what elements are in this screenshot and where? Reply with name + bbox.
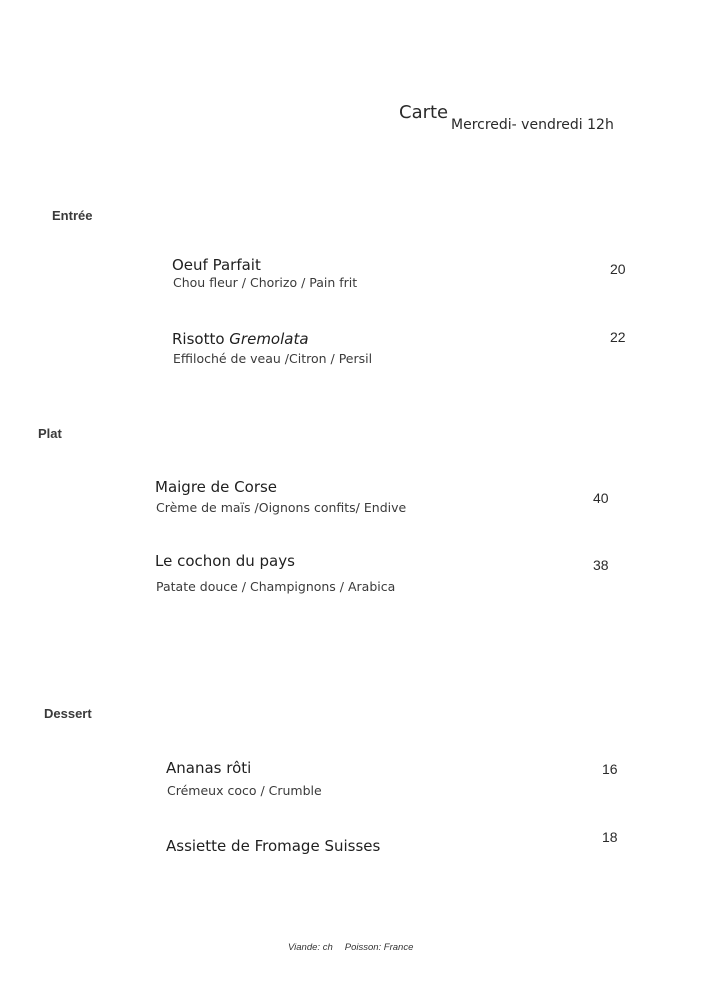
dish-name: Assiette de Fromage Suisses — [166, 837, 381, 855]
dish-price: 18 — [602, 829, 618, 845]
dish-price: 40 — [593, 490, 609, 506]
dish-description: Effiloché de veau /Citron / Persil — [173, 351, 373, 366]
dish-name-italic: Gremolata — [229, 330, 309, 348]
section-label-dessert: Dessert — [44, 706, 92, 721]
footer-fish-origin: Poisson: France — [344, 942, 414, 953]
dish-description: Crème de maïs /Oignons confits/ Endive — [156, 500, 407, 515]
dish-name: Ananas rôti — [166, 759, 252, 777]
dish-price: 16 — [602, 761, 618, 777]
dish-name: Oeuf Parfait — [172, 256, 261, 274]
dish-price: 22 — [610, 329, 626, 345]
dish-name — [172, 330, 309, 348]
section-label-entree: Entrée — [52, 208, 93, 223]
dish-name-plain: Risotto — [172, 330, 230, 348]
menu-title: Carte — [399, 102, 449, 123]
dish-name: Maigre de Corse — [155, 478, 278, 496]
dish-description: Chou fleur / Chorizo / Pain frit — [173, 275, 358, 290]
dish-description: Crémeux coco / Crumble — [167, 783, 322, 798]
dish-price: 20 — [610, 261, 626, 277]
section-label-plat: Plat — [38, 426, 62, 441]
dish-price: 38 — [593, 557, 609, 573]
footer-meat-origin: Viande: ch — [288, 942, 333, 953]
dish-description: Patate douce / Champignons / Arabica — [156, 579, 396, 594]
dish-name: Le cochon du pays — [155, 552, 295, 570]
footer-origin — [288, 942, 413, 953]
menu-subtitle-hours: Mercredi- vendredi 12h — [451, 117, 614, 133]
